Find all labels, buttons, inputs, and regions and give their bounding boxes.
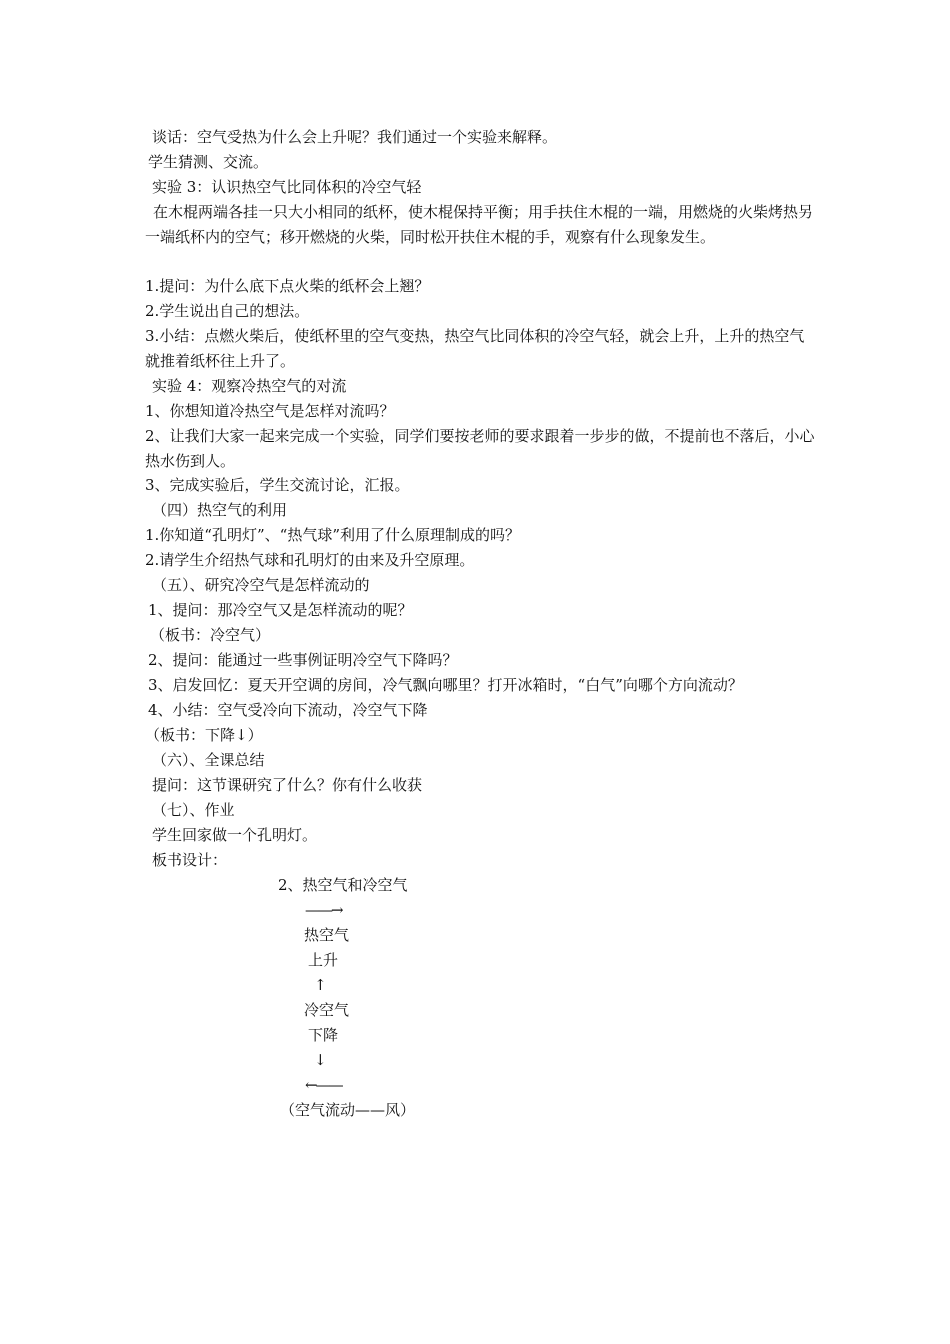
text-line: 谈话：空气受热为什么会上升呢？我们通过一个实验来解释。 [152,128,558,146]
board-hot-air: 热空气 [304,926,350,944]
text-line: 学生回家做一个孔明灯。 [152,826,318,844]
text-line: 学生猜测、交流。 [148,153,269,171]
paragraph: 在木棍两端各挂一只大小相同的纸杯，使木棍保持平衡；用手扶住木棍的一端，用燃烧的火柴烤热另一端纸杯内的空气；移开燃烧的火柴，同时松开扶住木棍的手，观察有什么现象发生。 [145,203,814,246]
text-line: 板书设计： [152,851,228,869]
board-cold-air: 冷空气 [304,1001,350,1019]
arrow-right-icon: ——→ [305,901,342,919]
paragraph: 3.小结：点燃火柴后，使纸杯里的空气变热，热空气比同体积的冷空气轻，就会上升，上升的热空气就推着纸杯往上升了。 [145,327,805,370]
text-line: 1.提问：为什么底下点火柴的纸杯会上翘？ [145,277,430,295]
text-line: 3、启发回忆：夏天开空调的房间，冷气飘向哪里？打开冰箱时，“白气”向哪个方向流动？ [148,676,743,694]
text-line: （板书：冷空气） [150,626,271,644]
text-line: 3、完成实验后，学生交流讨论，汇报。 [145,476,410,494]
paragraph: 2、让我们大家一起来完成一个实验，同学们要按老师的要求跟着一步步的做，不提前也不落后，小心热水伤到人。 [145,427,815,470]
text-line: 4、小结：空气受冷向下流动，冷空气下降 [148,701,428,719]
text-line: 2、提问：能通过一些事例证明冷空气下降吗？ [148,651,458,669]
text-line: 2.请学生介绍热气球和孔明灯的由来及升空原理。 [145,551,475,569]
down-arrow-icon: ↓ [314,1051,327,1069]
up-arrow-icon: ↑ [314,976,327,994]
text-line: 1.你知道“孔明灯”、“热气球”利用了什么原理制成的吗？ [145,526,520,544]
section-heading: 实验 3：认识热空气比同体积的冷空气轻 [152,178,422,196]
section-heading: （六）、全课总结 [152,751,265,769]
text-line: 2.学生说出自己的想法。 [145,302,310,320]
board-fall: 下降 [308,1026,339,1044]
board-rise: 上升 [308,951,339,969]
text-line: 1、提问：那冷空气又是怎样流动的呢？ [148,601,413,619]
text-line: 提问：这节课研究了什么？你有什么收获 [152,776,423,794]
section-heading: （七）、作业 [152,801,235,819]
board-wind: （空气流动——风） [280,1101,416,1119]
section-heading: 实验 4：观察冷热空气的对流 [152,377,347,395]
text-line: （板书：下降↓） [145,726,263,744]
arrow-left-icon: ←—— [305,1076,342,1094]
section-heading: （四）热空气的利用 [152,501,288,519]
text-line: 1、你想知道冷热空气是怎样对流吗？ [145,402,395,420]
board-title: 2、热空气和冷空气 [278,876,408,894]
section-heading: （五）、研究冷空气是怎样流动的 [152,576,370,594]
